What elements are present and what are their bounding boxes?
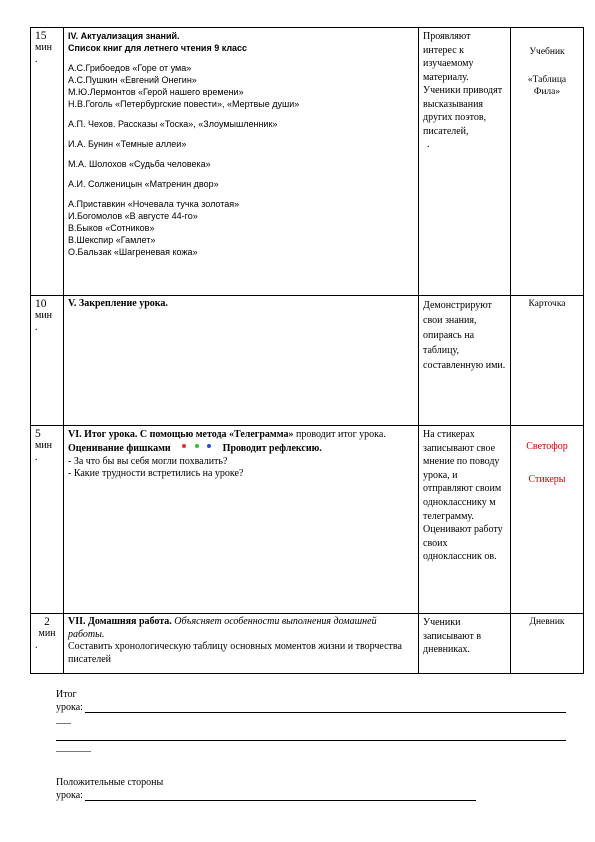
table-row [31, 426, 584, 614]
book-group-1 [68, 62, 414, 110]
list-item: - Какие трудности встретились на уроке? [68, 468, 244, 479]
time-dot: . [35, 640, 38, 651]
summary-label-2: урока: [56, 702, 83, 713]
activity-text: Ученики записывают в дневниках. [423, 617, 482, 655]
book-group-3 [68, 138, 414, 150]
resource-item: Светофор [526, 441, 568, 452]
book-group-2 [68, 118, 414, 130]
time-unit: мин [35, 310, 53, 321]
book-entry: А.И. Солженицын «Матренин двор» [68, 179, 219, 189]
time-number: 15 [35, 30, 47, 42]
book-entry: А.П. Чехов. Рассказы «Тоска», «Злоумышленник» [68, 119, 278, 129]
stage-cell [64, 614, 419, 674]
activity-cell [419, 614, 511, 674]
time-dot: . [35, 54, 38, 65]
reflection-label: Проводит рефлексию. [222, 443, 322, 454]
lesson-plan-table [30, 27, 584, 674]
time-unit: мин [35, 42, 53, 53]
time-dot: . [35, 452, 38, 463]
book-entry: А.С.Пушкин «Евгений Онегин» [68, 75, 197, 85]
summary-blank-line-2[interactable] [56, 726, 566, 741]
red-chip-icon [182, 444, 186, 448]
activity-text: Демонстрируют свои знания, опираясь на таблицу, составленную ими. [423, 300, 506, 371]
summary-short-line: _______ [56, 742, 91, 753]
activity-cell [419, 28, 511, 296]
lesson-summary-block [56, 688, 566, 754]
time-number: 2 [44, 616, 50, 628]
activity-text: На стикерах записывают свое мнение по поводу урока, и отправляют своим однокласснику м телеграмму. Оценивают работу своих одноклассник ов. [423, 429, 503, 563]
table-row [31, 296, 584, 426]
book-group-6 [68, 198, 414, 258]
summary-line-1 [56, 701, 566, 714]
green-chip-icon [195, 444, 199, 448]
time-cell [31, 426, 64, 614]
time-number: 5 [35, 428, 41, 440]
stage-title [68, 616, 414, 641]
time-cell [31, 296, 64, 426]
book-entry: М.А. Шолохов «Судьба человека» [68, 159, 211, 169]
table-row [31, 614, 584, 674]
summary-dash: ___ [56, 714, 71, 725]
resource-item: Учебник [529, 47, 565, 57]
list-item: - За что бы вы себя могли похвалить? [68, 455, 228, 467]
book-entry: А.С.Грибоедов «Горе от ума» [68, 63, 192, 73]
time-cell [31, 614, 64, 674]
summary-label: Итог [56, 689, 77, 700]
stage-title-italic: Объясняет особенности выполнения домашней работы. [68, 616, 377, 640]
resource-item: Дневник [529, 617, 565, 627]
stage-title [68, 428, 414, 441]
time-unit: мин [38, 628, 56, 639]
time-cell [31, 28, 64, 296]
resource-item: «Таблица Фила» [527, 75, 567, 97]
resources-cell [511, 426, 584, 614]
table-row [31, 28, 584, 296]
book-entry: И.А. Бунин «Темные аллеи» [68, 139, 187, 149]
stage-title: IV. Актуализация знаний. [68, 31, 180, 41]
resources-cell [511, 296, 584, 426]
resources-cell [511, 28, 584, 296]
time-dot: . [35, 322, 38, 333]
positive-label: Положительные стороны [56, 777, 164, 788]
book-entry: В.Шекспир «Гамлет» [68, 235, 156, 245]
resource-item: Стикеры [528, 474, 566, 485]
book-group-4 [68, 158, 414, 170]
activity-text: Проявляют интерес к изучаемому материалу. Ученики приводят высказывания других поэтов, писателей, [423, 31, 503, 137]
time-unit: мин [35, 440, 53, 451]
reading-list-title: Список книг для летнего чтения 9 класс [68, 43, 248, 53]
resource-item: Карточка [528, 299, 566, 309]
method-name: «Телеграмма» [229, 429, 294, 440]
stage-title-bold: VI. Итог урока. С помощью метода [68, 429, 227, 440]
book-entry: А.Приставкин «Ночевала тучка золотая» [68, 199, 240, 209]
question-list [68, 456, 414, 481]
stage-title: V. Закрепление урока. [68, 298, 168, 309]
assessment-line [68, 443, 414, 456]
resources-cell [511, 614, 584, 674]
positive-sides-block [56, 776, 476, 802]
summary-blank-line[interactable] [85, 701, 566, 713]
activity-cell [419, 296, 511, 426]
stage-title-rest: проводит итог урока. [295, 429, 386, 440]
assessment-label: Оценивание фишками [68, 443, 171, 454]
activity-dot: . [427, 139, 430, 150]
book-group-5 [68, 178, 414, 190]
book-entry: И.Богомолов «В августе 44-го» [68, 211, 198, 221]
positive-label-2: урока: [56, 790, 83, 801]
book-entry: О.Бальзак «Шагреневая кожа» [68, 247, 198, 257]
time-number: 10 [35, 298, 47, 310]
blue-chip-icon [207, 444, 211, 448]
activity-cell [419, 426, 511, 614]
stage-cell [64, 28, 419, 296]
stage-title-bold: VII. Домашняя работа. [68, 616, 172, 627]
positive-line [56, 789, 476, 802]
colored-chips [179, 443, 214, 456]
book-entry: М.Ю.Лермонтов «Герой нашего времени» [68, 87, 244, 97]
stage-cell [64, 426, 419, 614]
book-entry: В.Быков «Сотников» [68, 223, 155, 233]
book-entry: Н.В.Гоголь «Петербургские повести», «Мертвые души» [68, 99, 300, 109]
homework-task: Составить хронологическую таблицу основных моментов жизни и творчества писателей [68, 641, 402, 665]
positive-blank-line[interactable] [85, 789, 476, 801]
stage-cell [64, 296, 419, 426]
